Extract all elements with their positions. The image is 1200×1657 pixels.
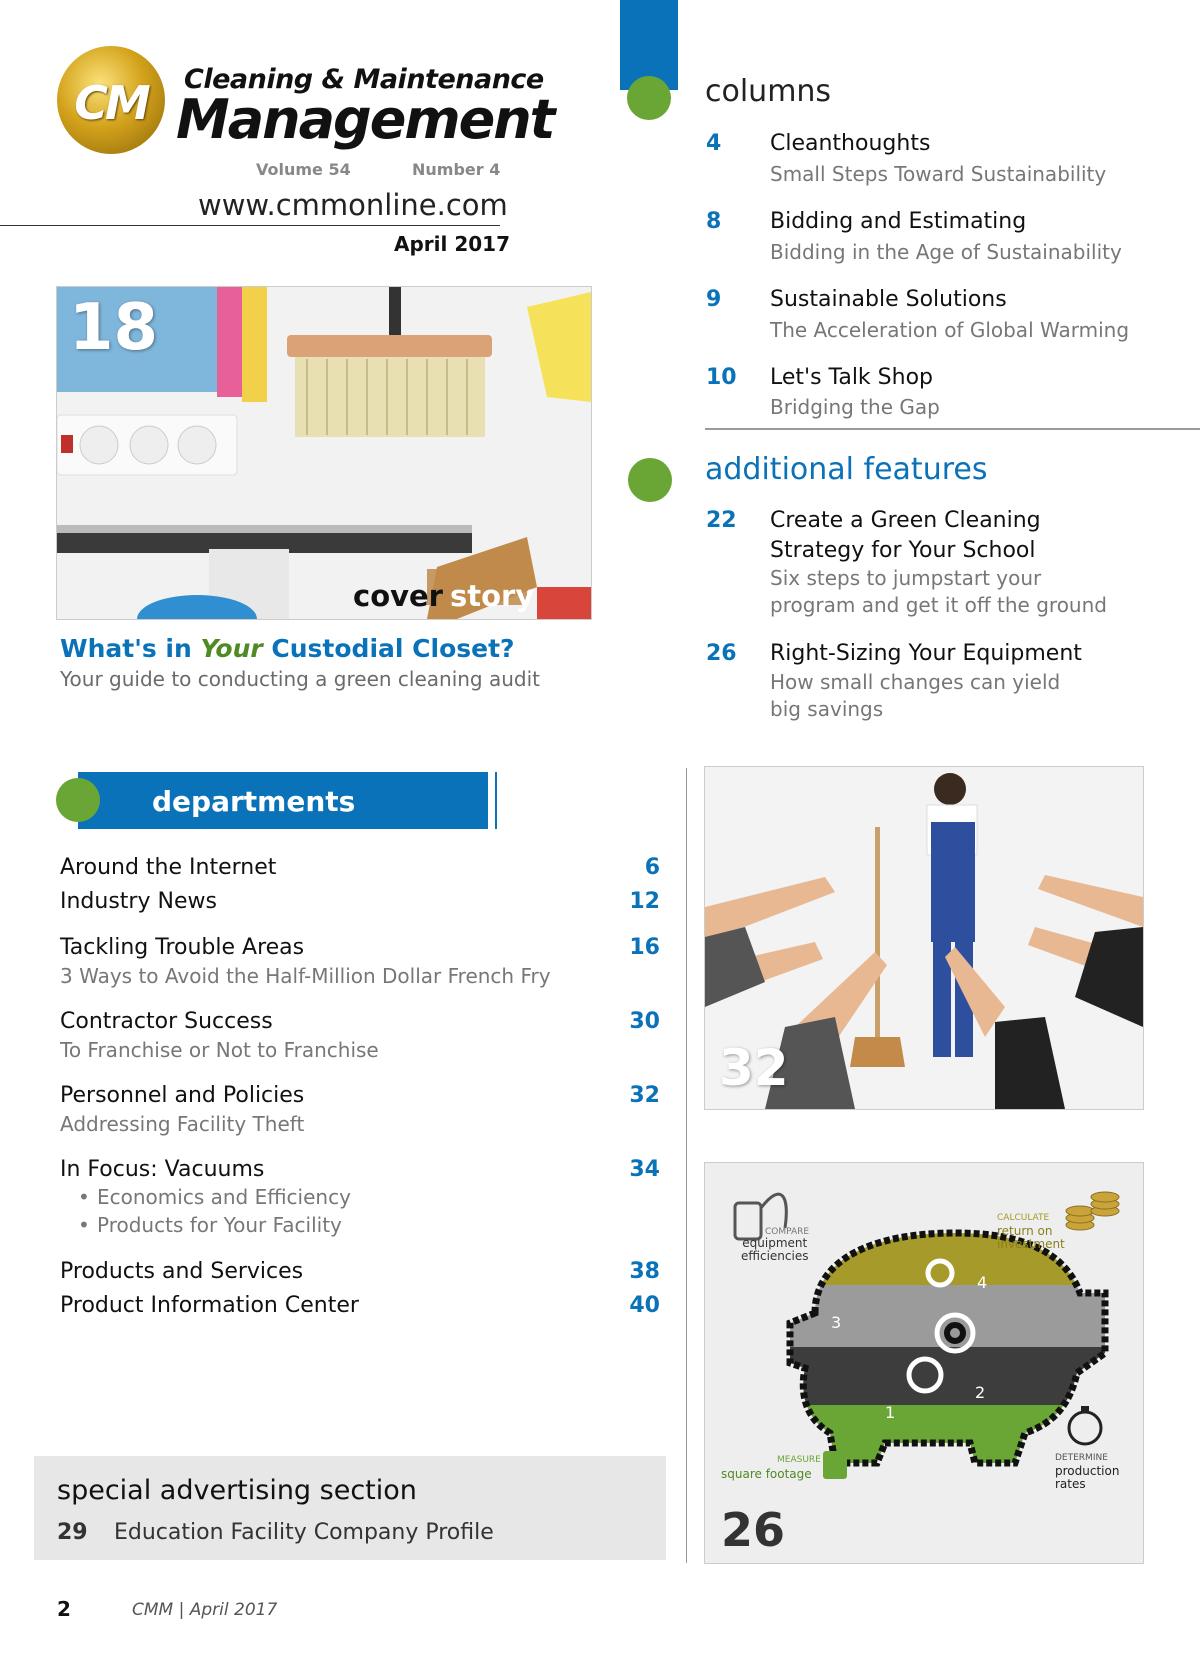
determine-label	[1055, 1465, 1119, 1491]
cover-story-headline[interactable]	[60, 634, 515, 663]
issue-number-label: Number 4	[412, 160, 501, 179]
department-subtitle: 3 Ways to Avoid the Half-Million Dollar French Fry	[60, 964, 551, 988]
department-bullet-item: Economics and Efficiency	[97, 1185, 351, 1209]
department-title[interactable]: In Focus: Vacuums	[60, 1157, 265, 1182]
department-title[interactable]: Industry News	[60, 889, 217, 914]
determine-small-label: DETERMINE	[1055, 1453, 1108, 1463]
photo-page-number: 32	[719, 1039, 789, 1097]
department-page: 12	[629, 889, 660, 914]
cover-story-image[interactable]	[56, 286, 592, 620]
measure-label: square footage	[721, 1467, 812, 1481]
feature-page: 22	[706, 508, 737, 533]
columns-bullet-dot	[627, 76, 671, 120]
column-title[interactable]: Sustainable Solutions	[770, 287, 1007, 312]
column-subtitle: Bridging the Gap	[770, 395, 940, 419]
feature-subtitle-line2: big savings	[770, 697, 884, 721]
determine-line2: rates	[1055, 1477, 1086, 1491]
column-subtitle: Bidding in the Age of Sustainability	[770, 240, 1122, 264]
department-page: 38	[629, 1259, 660, 1284]
feature-subtitle-line1: How small changes can yield	[770, 670, 1061, 694]
volume-label: Volume 54	[256, 160, 351, 179]
special-advertising-title[interactable]: Education Facility Company Profile	[114, 1520, 494, 1545]
department-title[interactable]: Tackling Trouble Areas	[60, 935, 305, 960]
savings-infographic[interactable]	[704, 1162, 1144, 1564]
column-page: 10	[706, 365, 737, 390]
department-subtitle: Addressing Facility Theft	[60, 1112, 305, 1136]
footer-issue-text: CMM | April 2017	[132, 1600, 278, 1620]
columns-divider	[705, 428, 1200, 430]
departments-bullet-dot	[56, 778, 100, 822]
masthead-divider	[0, 225, 500, 226]
column-subtitle: Small Steps Toward Sustainability	[770, 162, 1107, 186]
headline-part1: What's in	[60, 634, 201, 663]
footer-page-number: 2	[57, 1597, 71, 1621]
column-title[interactable]: Bidding and Estimating	[770, 209, 1027, 234]
department-bullet-item: Products for Your Facility	[97, 1213, 342, 1237]
feature-title-line2[interactable]: Strategy for Your School	[770, 538, 1036, 563]
step-number-1: 1	[885, 1403, 896, 1422]
department-title[interactable]: Products and Services	[60, 1259, 304, 1284]
calculate-small-label: CALCULATE	[997, 1213, 1050, 1223]
department-title[interactable]: Product Information Center	[60, 1293, 359, 1318]
infographic-page-number: 26	[721, 1503, 786, 1557]
columns-heading: columns	[705, 74, 832, 109]
compare-line1: equipment	[742, 1236, 808, 1250]
calculate-line2: investment	[997, 1237, 1065, 1251]
cover-page-number: 18	[69, 291, 159, 365]
headline-emphasis: Your	[200, 634, 263, 663]
column-page: 9	[706, 287, 722, 312]
department-page: 40	[629, 1293, 660, 1318]
compare-label	[741, 1237, 808, 1263]
department-page: 6	[644, 855, 660, 880]
department-title[interactable]: Contractor Success	[60, 1009, 273, 1034]
step-number-4: 4	[977, 1273, 988, 1292]
logo-badge-text: CM	[74, 76, 148, 130]
departments-banner-tick	[495, 772, 497, 829]
cover-label-word1: cover	[353, 579, 443, 613]
determine-line1: production	[1055, 1464, 1120, 1478]
step-number-2: 2	[975, 1383, 986, 1402]
column-title[interactable]: Let's Talk Shop	[770, 365, 933, 390]
department-page: 30	[629, 1009, 660, 1034]
column-page: 4	[706, 131, 722, 156]
calculate-label	[997, 1225, 1065, 1251]
features-bullet-dot	[628, 458, 672, 502]
feature-title-line1[interactable]: Create a Green Cleaning	[770, 508, 1041, 533]
cover-label-word2: story	[450, 579, 535, 613]
compare-small-label: COMPARE	[765, 1227, 810, 1237]
measure-small-label: MEASURE	[777, 1455, 821, 1465]
additional-features-heading: additional features	[705, 452, 988, 487]
website-link[interactable]: www.cmmonline.com	[198, 188, 508, 222]
department-page: 32	[629, 1083, 660, 1108]
special-advertising-page: 29	[57, 1520, 88, 1545]
issue-date: April 2017	[394, 232, 510, 256]
department-bullet-dot: •	[78, 1213, 90, 1237]
compare-line2: efficiencies	[741, 1249, 809, 1263]
step-number-3: 3	[831, 1313, 842, 1332]
feature-subtitle-line2: program and get it off the ground	[770, 593, 1107, 617]
department-page: 16	[629, 935, 660, 960]
calculate-line1: return on	[997, 1224, 1053, 1238]
masthead-title-line2: Management	[176, 88, 554, 151]
column-subtitle: The Acceleration of Global Warming	[770, 318, 1130, 342]
column-page: 8	[706, 209, 722, 234]
special-advertising-heading: special advertising section	[57, 1475, 417, 1506]
cover-story-subhead: Your guide to conducting a green cleaning audit	[60, 667, 541, 691]
department-subtitle: To Franchise or Not to Franchise	[60, 1038, 379, 1062]
department-title[interactable]: Personnel and Policies	[60, 1083, 305, 1108]
department-page: 34	[629, 1157, 660, 1182]
department-bullet-dot: •	[78, 1185, 90, 1209]
feature-title-line1[interactable]: Right-Sizing Your Equipment	[770, 641, 1082, 666]
masthead-title-line1: Cleaning & Maintenance	[184, 64, 544, 95]
column-title[interactable]: Cleanthoughts	[770, 131, 931, 156]
departments-heading: departments	[152, 785, 356, 818]
feature-subtitle-line1: Six steps to jumpstart your	[770, 566, 1042, 590]
department-title[interactable]: Around the Internet	[60, 855, 277, 880]
headline-part2: Custodial Closet?	[262, 634, 515, 663]
magazine-logo-badge	[57, 46, 165, 154]
feature-page: 26	[706, 641, 737, 666]
personnel-photo[interactable]	[704, 766, 1144, 1110]
column-divider-vertical	[686, 768, 687, 1563]
